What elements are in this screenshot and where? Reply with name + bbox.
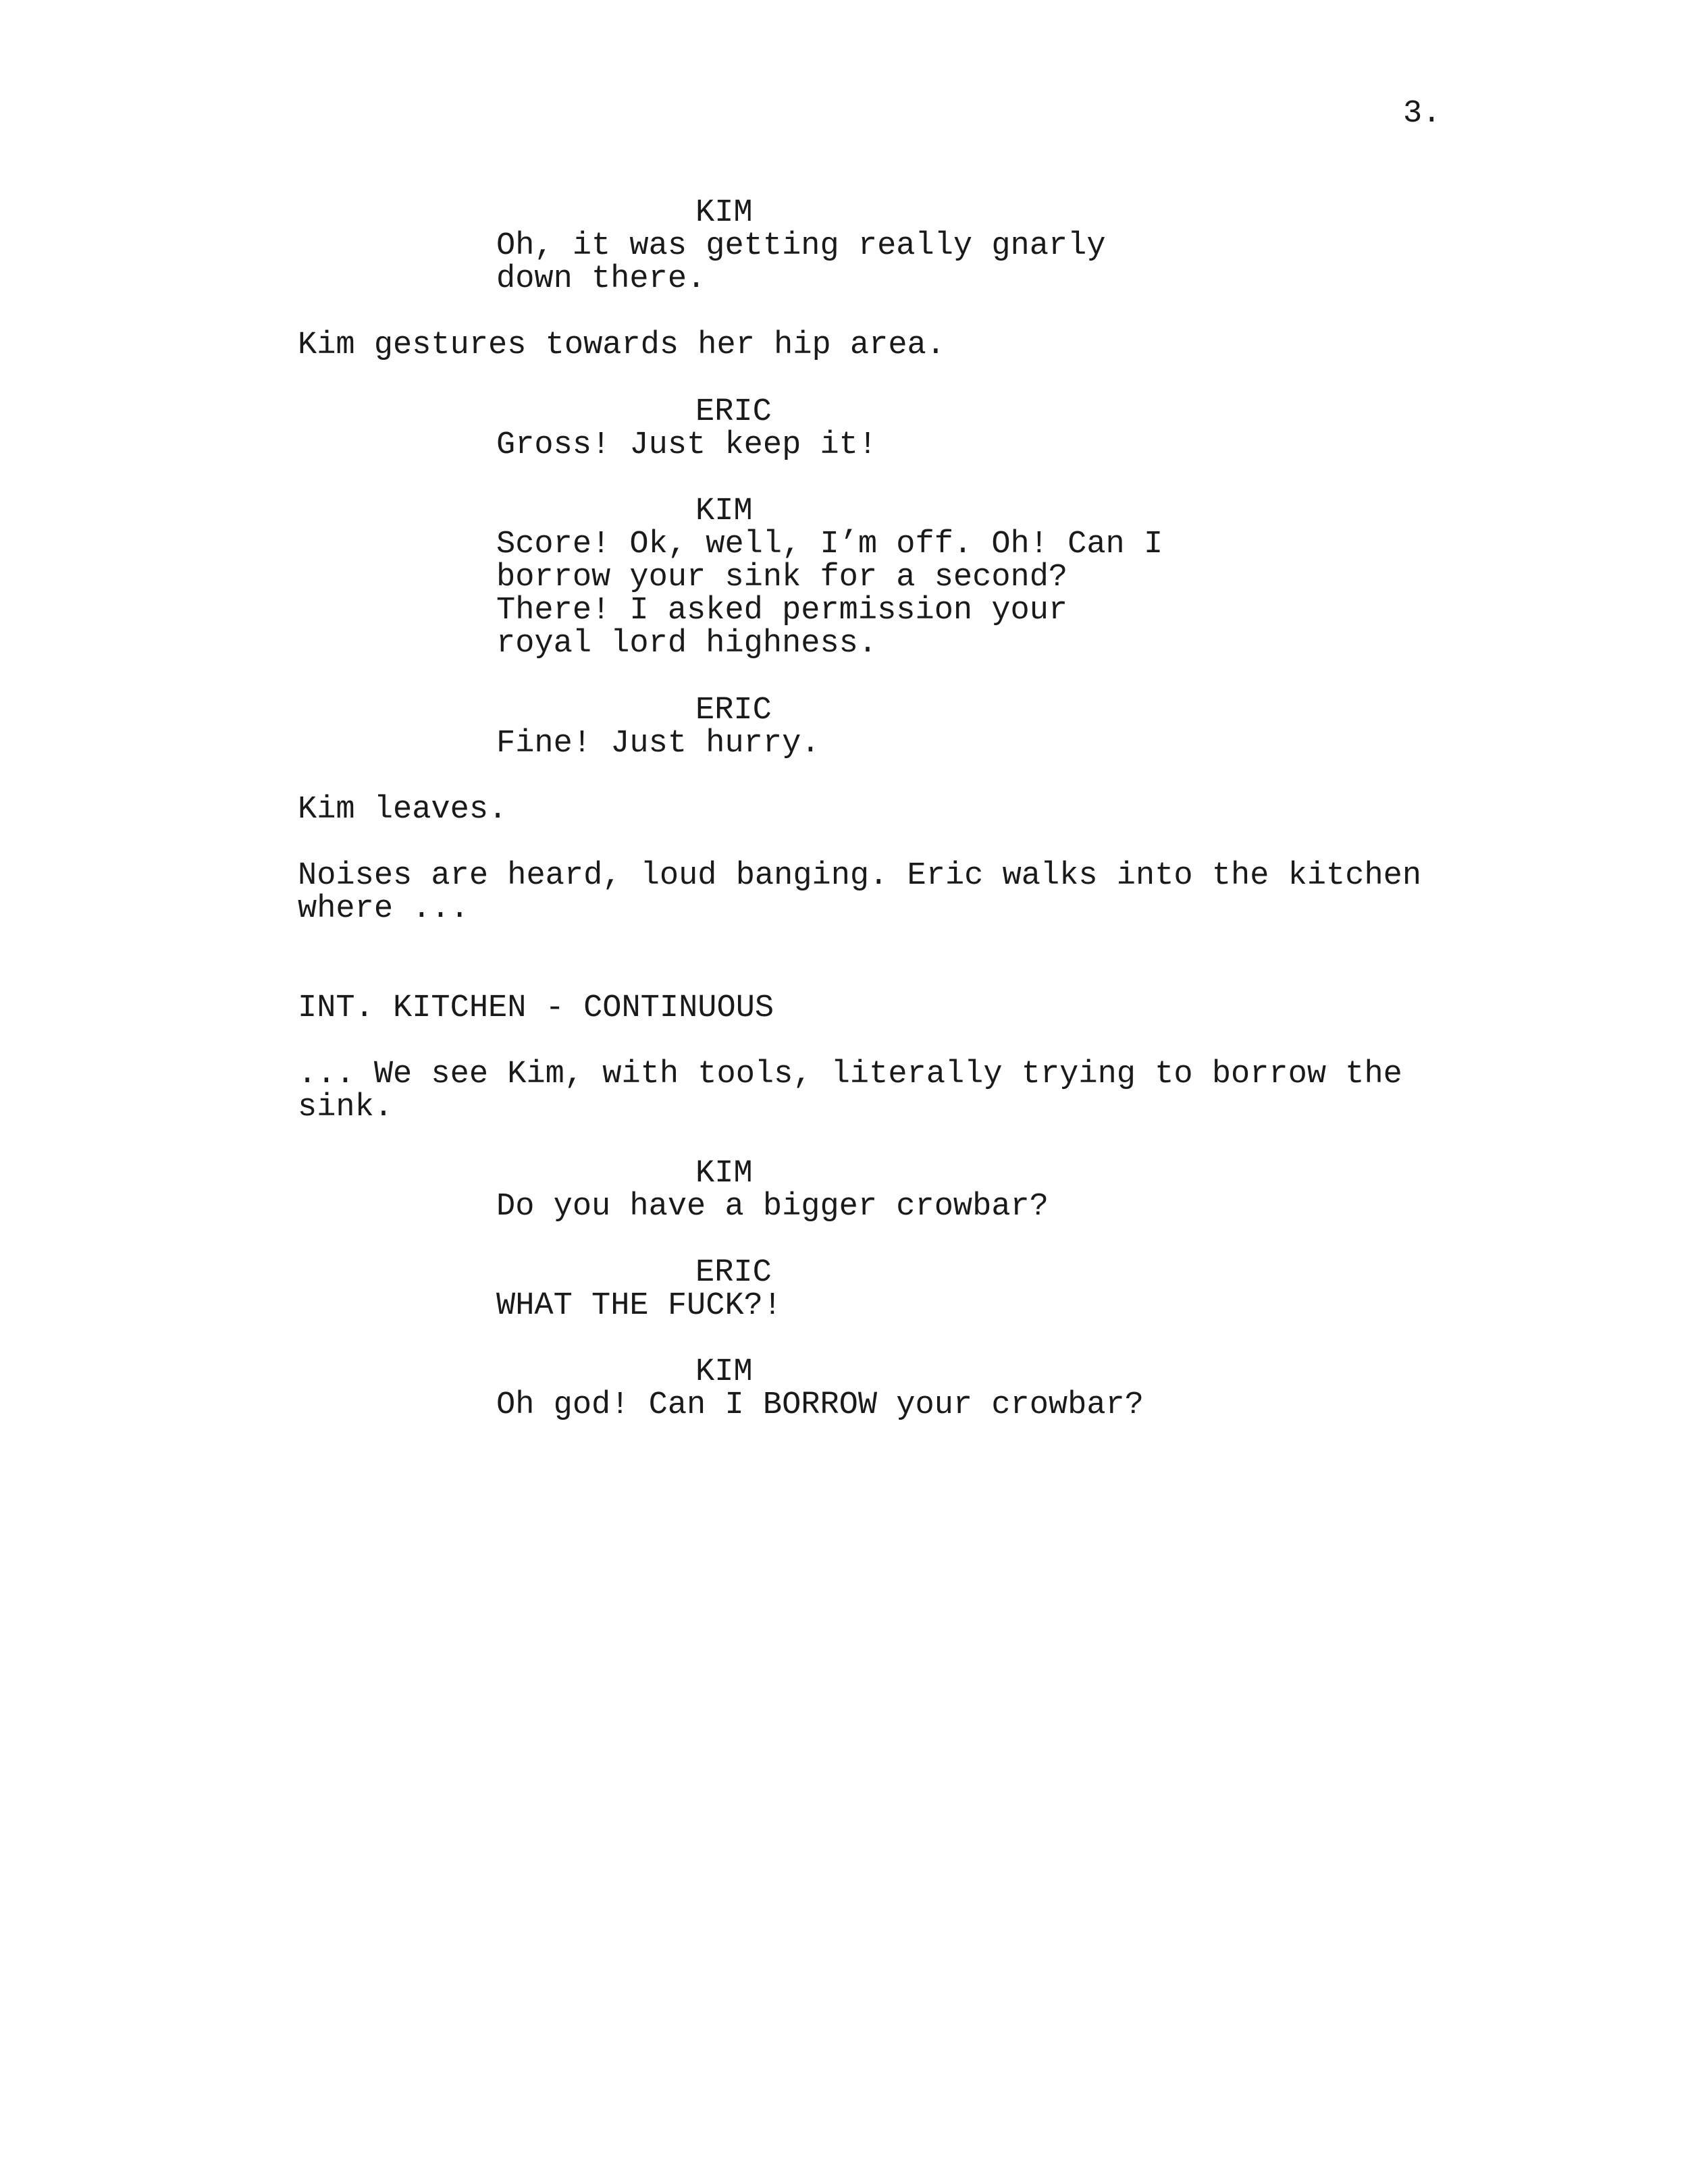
dialogue-line: Score! Ok, well, I’m off. Oh! Can I: [496, 527, 1163, 562]
scene-heading: INT. KITCHEN - CONTINUOUS: [298, 990, 774, 1026]
character-name: ERIC: [695, 394, 772, 430]
character-name: KIM: [695, 1156, 753, 1192]
dialogue-line: Gross! Just keep it!: [496, 427, 878, 463]
action-line: Noises are heard, loud banging. Eric walks into the kitchen: [298, 858, 1422, 894]
character-name: ERIC: [695, 1255, 772, 1291]
dialogue-line: royal lord highness.: [496, 626, 878, 662]
dialogue-line: WHAT THE FUCK?!: [496, 1288, 783, 1324]
dialogue-line: Fine! Just hurry.: [496, 726, 820, 762]
dialogue-line: down there.: [496, 261, 706, 297]
dialogue-line: Oh god! Can I BORROW your crowbar?: [496, 1387, 1144, 1423]
page-number: 3.: [1403, 96, 1442, 132]
dialogue-line: There! I asked permission your: [496, 593, 1068, 629]
action-line: Kim gestures towards her hip area.: [298, 327, 945, 363]
dialogue-line: Oh, it was getting really gnarly: [496, 228, 1106, 264]
action-line: Kim leaves.: [298, 792, 508, 828]
character-name: KIM: [695, 1354, 753, 1390]
dialogue-line: borrow your sink for a second?: [496, 560, 1068, 595]
character-name: KIM: [695, 494, 753, 529]
dialogue-line: Do you have a bigger crowbar?: [496, 1189, 1049, 1225]
character-name: KIM: [695, 195, 753, 231]
character-name: ERIC: [695, 693, 772, 728]
action-line: where ...: [298, 891, 469, 927]
action-line: ... We see Kim, with tools, literally trying to borrow the: [298, 1057, 1402, 1092]
action-line: sink.: [298, 1090, 394, 1125]
